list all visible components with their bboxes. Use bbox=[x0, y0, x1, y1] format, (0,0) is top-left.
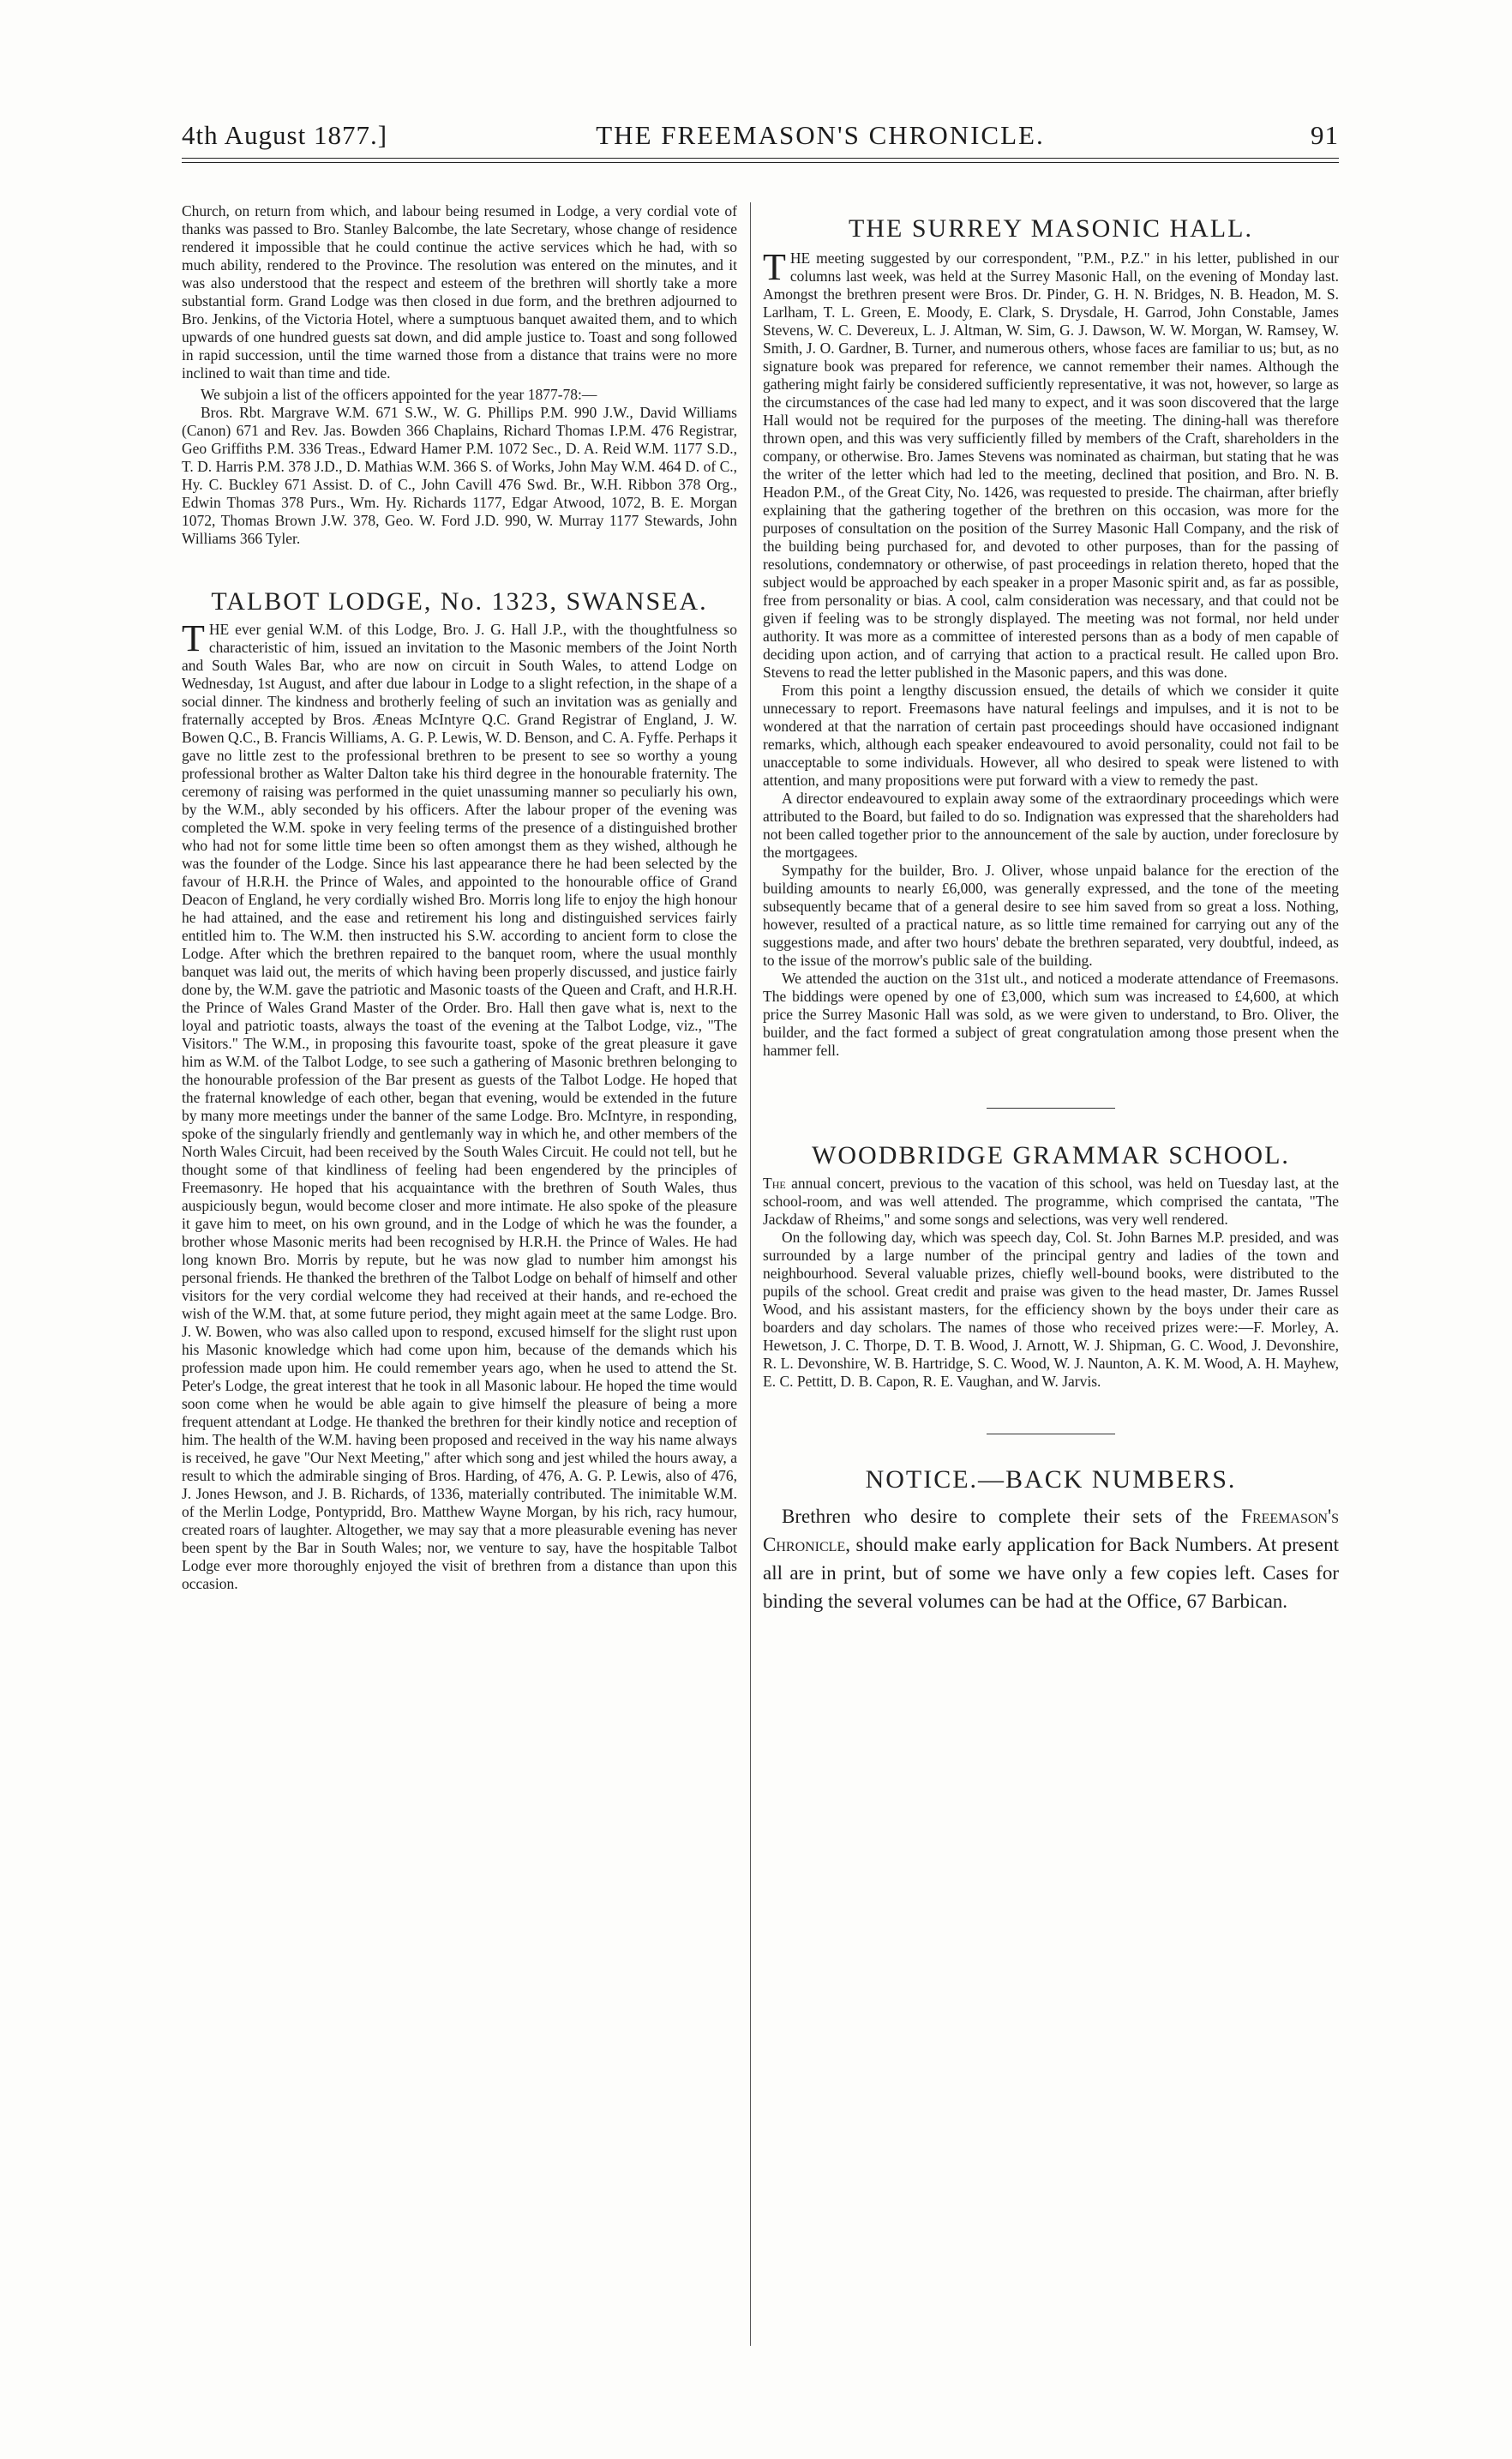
header-rule-bottom bbox=[182, 162, 1339, 163]
woodbridge-lead-word: The bbox=[763, 1175, 786, 1192]
surrey-dropcap: T bbox=[763, 246, 786, 288]
woodbridge-para-1 bbox=[763, 1175, 1339, 1229]
page-header bbox=[182, 103, 1339, 151]
header-rule-top bbox=[182, 158, 1339, 159]
notice-heading: NOTICE.—BACK NUMBERS. bbox=[865, 1465, 1237, 1494]
notice-publication-name: Freemason's Chronicle bbox=[763, 1506, 1339, 1555]
continued-article-text: Church, on return from which, and labour being resumed in Lodge, a very cordial vote of thanks was passed to Bro. Stanley Balcombe, the late Secretary, whose change of residence rendered it impossible that he could continue the active services which he had, with so much ability, rendered to the Province. The resolution was entered on the minutes, and it was also understood that the respect and esteem of the brethren will shortly take a more substantial form. Grand Lodge was then closed in due form, and the brethren adjourned to Bro. Jenkins, of the Victoria Hotel, where a sumptuous banquet awaited them, and to which upwards of one hundred guests sat down, and did ample justice to. Toast and song followed in rapid succession, until the time warned those from a distance that trains were no more inclined to wait than time and tide. bbox=[182, 202, 737, 382]
page-number: 91 bbox=[1311, 120, 1339, 150]
notice-body bbox=[763, 1502, 1339, 1615]
surrey-hall-para-5: We attended the auction on the 31st ult., and noticed a moderate attendance of Freemasons. The biddings were opened by one of £3,000, which sum was increased to £4,600, at which price the Surrey Masonic Hall was sold, as we were given to understand, to Bro. Oliver, the builder, and the fact formed a subject of great congratulation among those present when the hammer fell. bbox=[763, 970, 1339, 1059]
surrey-hall-para-4: Sympathy for the builder, Bro. J. Oliver, whose unpaid balance for the erection of the building amounts to nearly £6,000, was generally expressed, and the tone of the meeting subsequently became that of a general desire to see him saved from so great a loss. Nothing, however, resulted of a practical nature, as so little time remained for carrying out any of the suggestions made, and after two hours' debate the brethren separated, very doubtful, indeed, as to the issue of the morrow's public sale of the building. bbox=[763, 862, 1339, 969]
notice-text-a: Brethren who desire to complete their sets of the bbox=[782, 1506, 1229, 1527]
surrey-hall-heading: THE SURREY MASONIC HALL. bbox=[849, 214, 1253, 243]
officers-intro: We subjoin a list of the officers appointed for the year 1877-78:— bbox=[201, 386, 597, 403]
surrey-hall-para-2: From this point a lengthy discussion ensued, the details of which we consider it quite unnecessary to report. Freemasons have natural feelings and impulses, and it is not to be wondered at that the narration of certain past proceedings should have occasioned indignant remarks, which, although each speaker endeavoured to avoid personality, could not fail to be unacceptable to some individuals. However, all who desired to speak were listened to with attention, and many propositions were put forward with a view to remedy the past. bbox=[763, 682, 1339, 789]
talbot-dropcap: T bbox=[182, 617, 205, 659]
issue-date: 4th August 1877.] bbox=[182, 120, 388, 150]
surrey-hall-text-1: HE meeting suggested by our correspondent, "P.M., P.Z." in his letter, published in our columns last week, was held at the Surrey Masonic Hall, on the evening of Monday last. Amongst the brethren present were Bros. Dr. Pinder, G. H. N. Bridges, N. B. Headon, M. S. Larlham, T. L. Green, E. Moody, E. Clark, S. Drysdale, H. Garrod, John Constable, James Stevens, W. C. Devereux, L. J. Altman, W. Sim, G. J. Dawson, W. W. Morgan, W. Ramsey, W. Smith, J. O. Gardner, B. Turner, and numerous others, whose faces are familiar to us; but, as no signature book was prepared for reference, we cannot remember their names. Although the gathering might fairly be considered sufficiently representative, it was not, however, so large as the circumstances of the case had led many to expect, and it was soon discovered that the large Hall would not be required for the purposes of the meeting. The dining-hall was therefore thrown open, and this was very sufficiently filled by members of the Craft, shareholders in the company, or otherwise. Bro. James Stevens was nominated as chairman, but stating that he was the writer of the letter which had led to the meeting, declined that position, and Bro. N. B. Headon P.M., of the Great City, No. 1426, was requested to preside. The chairman, after briefly explaining that the gathering together of the brethren on this occasion, was more for the purposes of consultation on the position of the Surrey Masonic Hall Company, and the risk of the building being purchased for, and devoted to other purposes, than for the passing of resolutions, condemnatory or otherwise, of past proceedings in relation thereto, hoped that the subject would be approached by each speaker in a proper Masonic spirit and, as far as possible, free from personality or bias. A cool, calm consideration was necessary, and that could not be given if feeling was to be strongly displayed. The meeting was not formal, nor held under authority. It was more as a committee of interested persons than as a body of men capable of deciding upon action, and of carrying that action to a practical result. He called upon Bro. Stevens to read the letter published in the Masonic papers, and this was done. bbox=[763, 250, 1339, 681]
talbot-lodge-text: HE ever genial W.M. of this Lodge, Bro. J. G. Hall J.P., with the thoughtfulness so characteristic of him, issued an invitation to the Masonic members of the Joint North and South Wales Bar, who are now on circuit in South Wales, to attend Lodge on Wednesday, 1st August, and after due labour in Lodge to a slight refection, in the shape of a social dinner. The kindness and brotherly feeling of such an invitation was as genially and fraternally accepted by Bros. Æneas McIntyre Q.C. Grand Registrar of England, J. W. Bowen Q.C., B. Francis Williams, A. G. P. Lewis, W. D. Benson, and C. A. Fyffe. Perhaps it gave no little zest to the professional brethren to be present to see so worthy a young professional brother as Walter Dalton take his third degree in the honourable fraternity. The ceremony of raising was performed in the quiet unassuming manner so peculiarly his own, by the W.M., ably seconded by his officers. After the labour proper of the evening was completed the W.M. spoke in very feeling terms of the presence of a distinguished brother who had not for some little time been so often amongst them as they wished, although he was the founder of the Lodge. Since his last appearance there he had been selected by the favour of H.R.H. the Prince of Wales, and appointed to the honourable office of Grand Deacon of England, he very cordially wished Bro. Morris long life to enjoy the high honour he had attained, and the ease and retirement his long and distinguished services fairly entitled him to. The W.M. then instructed his S.W. according to ancient form to close the Lodge. After which the brethren repaired to the banquet room, where the usual monthly banquet was laid out, the merits of which having been properly discussed, and justice fairly done by, the W.M. gave the patriotic and Masonic toasts of the Queen and Craft, and H.R.H. the Prince of Wales Grand Master of the Order. Bro. Hall then gave what is, next to the loyal and patriotic toasts, always the toast of the evening at the Talbot Lodge, viz., "The Visitors." The W.M., in proposing this favourite toast, spoke of the great pleasure it gave him as W.M. of the Talbot Lodge, to see such a gathering of Masonic brethren belonging to the honourable profession of the Bar present as guests of the Talbot Lodge. He hoped that the fraternal knowledge of each other, began that evening, would be extended in the future by many more meetings under the banner of the same Lodge. Bro. McIntyre, in responding, spoke of the singularly friendly and gentlemanly way in which he, and other members of the North Wales Circuit, had been received by the South Wales Circuit. He could not tell, but he thought some of that kindliness of feeling had been engendered by the principles of Freemasonry. He hoped that his acquaintance with the brethren of South Wales, thus auspiciously begun, would become closer and more intimate. He also spoke of the pleasure it gave him to meet, on his own ground, and in the Lodge of which he was the founder, a brother whose Masonic merits had been recognised by H.R.H. the Prince of Wales. He had long known Bro. Morris by repute, but he was now glad to number him amongst his personal friends. He thanked the brethren of the Talbot Lodge on behalf of himself and other visitors for the very cordial welcome they had received at their hands, and re-echoed the wish of the W.M. that, at some future period, they might again meet at the same Lodge. Bro. J. W. Bowen, who was also called upon to respond, excused himself for the slight rust upon his Masonic knowledge which had come upon him, because of the demands which his profession made upon him. He could remember years ago, when he used to attend the St. Peter's Lodge, the great interest that he took in all Masonic labour. He hoped the time would soon come when he would be able again to give himself the pleasure of being a more frequent attendant at Lodge. He thanked the brethren for their kindly notice and reception of him. The health of the W.M. having been proposed and received in the way his name always is received, he gave "Our Next Meeting," after which song and jest whiled the hours away, a result to which the admirable singing of Bros. Harding, of 476, A. G. P. Lewis, also of 476, J. Jones Hewson, and J. B. Richards, of 1336, materially contributed. The inimitable W.M. of the Merlin Lodge, Pontypridd, Bro. Matthew Wayne Morgan, by his rich, racy humour, created roars of laughter. Altogether, we may say that a more pleasurable evening has never been spent by the Bar in South Wales; nor, we venture to say, have the hospitable Talbot Lodge ever more thoroughly enjoyed the visit of brethren from a distance than upon this occasion. bbox=[182, 621, 737, 1592]
right-column bbox=[763, 202, 1339, 1615]
woodbridge-text-1: annual concert, previous to the vacation of this school, was held on Tuesday last, at the school-room, and was well attended. The programme, which comprised the cantata, "The Jackdaw of Rheims," and some songs and selections, was very well rendered. bbox=[763, 1175, 1340, 1228]
column-divider bbox=[750, 202, 751, 2346]
notice-text-b: , should make early application for Back Numbers. At present all are in print, but of some we have only a few copies left. Cases for binding the several volumes can be had at the Office, 67 Barbican. bbox=[763, 1534, 1339, 1612]
talbot-lodge-body bbox=[182, 617, 737, 1593]
talbot-lodge-heading: TALBOT LODGE, No. 1323, SWANSEA. bbox=[211, 587, 708, 616]
left-column bbox=[182, 202, 737, 1593]
woodbridge-para-2: On the following day, which was speech day, Col. St. John Barnes M.P. presided, and was surrounded by a large number of the principal gentry and ladies of the town and neighbourhood. Several valuable prizes, chiefly well-bound books, were distributed to the pupils of the school. Great credit and praise was given to the head master, Dr. James Russel Wood, and his assistant masters, for the efficiency shown by the boys under their care as boarders and day scholars. The names of those who received prizes were:—F. Morley, A. Hewetson, J. C. Thorpe, D. T. B. Wood, J. Arnott, W. J. Shipman, G. C. Wood, J. Devonshire, R. L. Devonshire, W. B. Hartridge, S. C. Wood, W. J. Naunton, A. K. M. Wood, A. H. Mayhew, E. C. Pettitt, D. B. Capon, R. E. Vaughan, and W. Jarvis. bbox=[763, 1229, 1339, 1390]
publication-title: THE FREEMASON'S CHRONICLE. bbox=[596, 120, 1045, 150]
woodbridge-heading: WOODBRIDGE GRAMMAR SCHOOL. bbox=[812, 1141, 1290, 1169]
officers-list: Bros. Rbt. Margrave W.M. 671 S.W., W. G. Phillips P.M. 990 J.W., David Williams (Canon) 671 and Rev. Jas. Bowden 366 Chaplains, Richard Thomas I.P.M. 476 Registrar, Geo Griffiths P.M. 336 Treas., Edward Hamer P.M. 1072 Sec., D. A. Reid W.M. 1177 S.D., T. D. Harris P.M. 378 J.D., D. Mathias W.M. 366 S. of Works, John May W.M. 464 D. of C., Hy. C. Buckley 671 Assist. D. of C., John Cavill 476 Swd. Br., W.H. Ribbon 378 Org., Edwin Thomas 378 Purs., Wm. Hy. Richards 1177, Edgar Atwood, 1072, B. E. Morgan 1072, Thomas Brown J.W. 378, Geo. W. Ford J.D. 990, W. Murray 1177 Stewards, John Williams 366 Tyler. bbox=[182, 404, 737, 547]
surrey-hall-para-1 bbox=[763, 246, 1339, 682]
surrey-hall-para-3: A director endeavoured to explain away some of the extraordinary proceedings which were attributed to the Board, but failed to do so. Indignation was expressed that the shareholders had not been called together prior to the announcement of the sale by auction, under foreclosure by the mortgagees. bbox=[763, 790, 1339, 861]
